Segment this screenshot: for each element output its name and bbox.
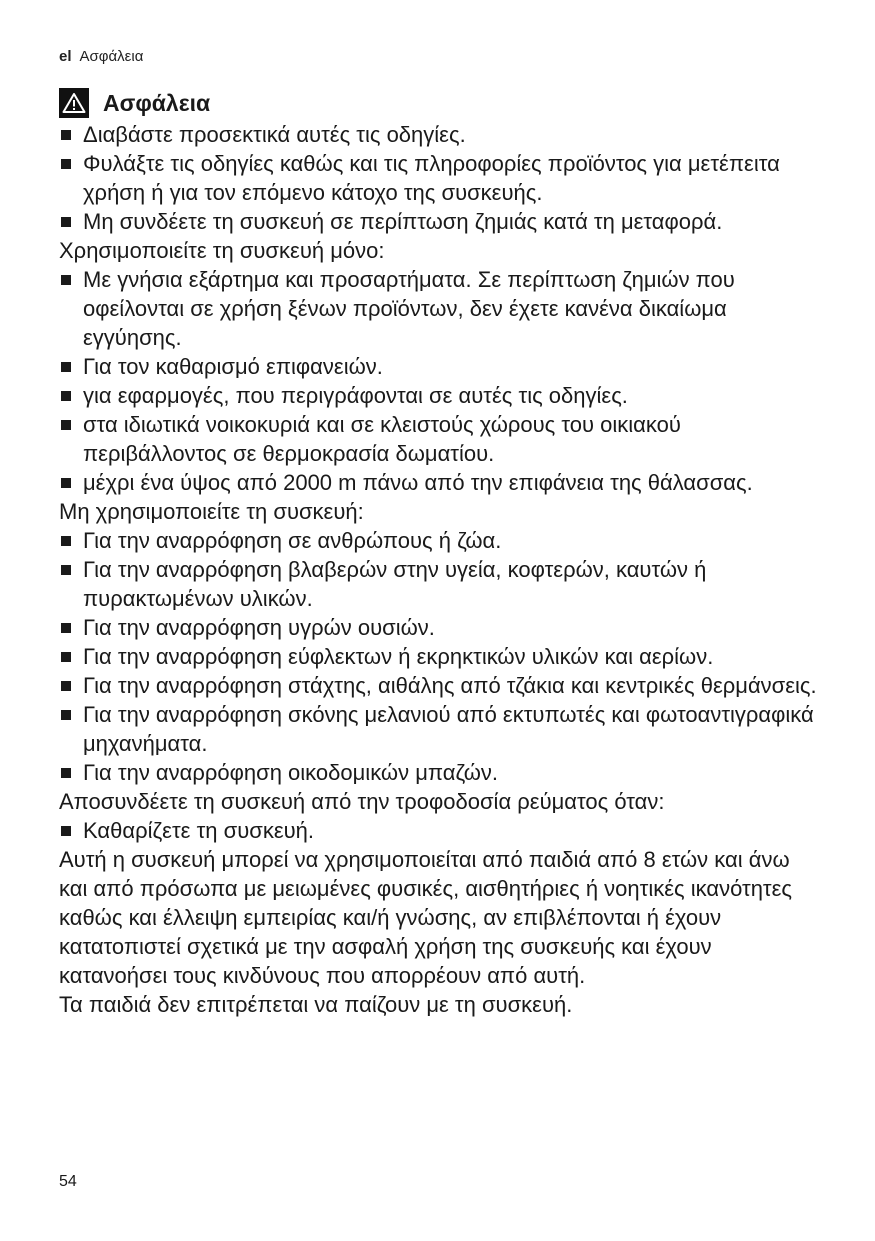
disconnect-heading: Αποσυνδέετε τη συσκευή από την τροφοδοσία ρεύματος όταν: (59, 789, 665, 814)
list-item: στα ιδιωτικά νοικοκυριά και σε κλειστούς χώρους του οικιακού περιβάλλοντος σε θερμοκρασία δωματίου. (59, 410, 819, 468)
list-item: μέχρι ένα ύψος από 2000 m πάνω από την επιφάνεια της θάλασσας. (59, 468, 819, 497)
list-item: Φυλάξτε τις οδηγίες καθώς και τις πληροφορίες προϊόντος για μετέπειτα χρήση ή για τον επόμενο κάτοχο της συσκευής. (59, 149, 819, 207)
list-item: Για την αναρρόφηση υγρών ουσιών. (59, 613, 819, 642)
list-item: Για την αναρρόφηση σε ανθρώπους ή ζώα. (59, 526, 819, 555)
title-text: Ασφάλεια (103, 90, 211, 116)
list-item: Με γνήσια εξάρτημα και προσαρτήματα. Σε περίπτωση ζημιών που οφείλονται σε χρήση ξένων προϊόντων, δεν έχετε κανένα δικαίωμα εγγύησης. (59, 265, 819, 352)
intro-list (59, 120, 819, 236)
section-name: Ασφάλεια (79, 48, 144, 65)
list-item: Καθαρίζετε τη συσκευή. (59, 816, 819, 845)
warning-icon (59, 88, 89, 118)
list-item: για εφαρμογές, που περιγράφονται σε αυτές τις οδηγίες. (59, 381, 819, 410)
children-play-note: Τα παιδιά δεν επιτρέπεται να παίζουν με τη συσκευή. (59, 992, 573, 1017)
list-item: Για την αναρρόφηση βλαβερών στην υγεία, κοφτερών, καυτών ή πυρακτωμένων υλικών. (59, 555, 819, 613)
list-item: Για την αναρρόφηση σκόνης μελανιού από εκτυπωτές και φωτοαντιγραφικά μηχανήματα. (59, 700, 819, 758)
use-list (59, 265, 819, 497)
nouse-heading: Μη χρησιμοποιείτε τη συσκευή: (59, 499, 364, 524)
running-header (59, 47, 143, 67)
section-title (59, 86, 819, 120)
page-number: 54 (59, 1173, 77, 1190)
safety-section (59, 86, 819, 1019)
language-code: el (59, 48, 72, 65)
children-paragraph: Αυτή η συσκευή μπορεί να χρησιμοποιείται από παιδιά από 8 ετών και άνω και από πρόσωπα με μειωμένες φυσικές, αισθητήριες ή νοητικές ικανότητες καθώς και έλλειψη εμπειρίας και/ή γνώσης, αν επιβλέπονται ή έχουν κατατοπιστεί σχετικά με την ασφαλή χρήση της συσκευής και έχουν κατανοήσει τους κινδύνους που απορρέουν από αυτή. (59, 847, 793, 988)
list-item: Διαβάστε προσεκτικά αυτές τις οδηγίες. (59, 120, 819, 149)
list-item: Για τον καθαρισμό επιφανειών. (59, 352, 819, 381)
list-item: Για την αναρρόφηση οικοδομικών μπαζών. (59, 758, 819, 787)
nouse-list (59, 526, 819, 787)
list-item: Για την αναρρόφηση εύφλεκτων ή εκρηκτικών υλικών και αερίων. (59, 642, 819, 671)
use-heading: Χρησιμοποιείτε τη συσκευή μόνο: (59, 238, 385, 263)
disconnect-list (59, 816, 819, 845)
list-item: Για την αναρρόφηση στάχτης, αιθάλης από τζάκια και κεντρικές θερμάνσεις. (59, 671, 819, 700)
list-item: Μη συνδέετε τη συσκευή σε περίπτωση ζημιάς κατά τη μεταφορά. (59, 207, 819, 236)
